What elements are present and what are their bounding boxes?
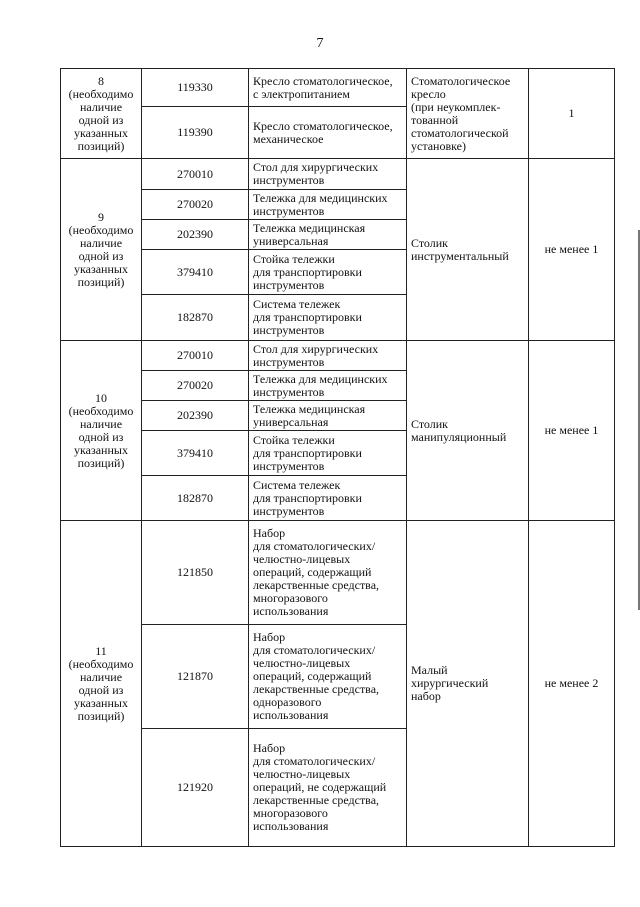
quantity-cell: не менее 2	[529, 521, 615, 847]
code-cell: 270020	[142, 190, 249, 220]
quantity-cell: не менее 1	[529, 159, 615, 341]
requirement-cell: Малый хирургический набор	[407, 521, 529, 847]
table-row	[61, 521, 615, 625]
name-cell: Стол для хирургических инструментов	[249, 159, 407, 190]
code-cell: 119390	[142, 107, 249, 159]
code-cell: 379410	[142, 431, 249, 476]
quantity-cell: не менее 1	[529, 341, 615, 521]
table-row	[61, 69, 615, 107]
position-number: 11 (необходимо наличие одной из указанных позиций)	[68, 643, 134, 723]
table-row	[61, 159, 615, 190]
name-cell: Стойка тележки для транспортировки инструментов	[249, 250, 407, 295]
position-cell	[61, 341, 142, 521]
equipment-table	[60, 68, 615, 847]
name-cell: Тележка медицинская универсальная	[249, 401, 407, 431]
position-cell	[61, 159, 142, 341]
name-cell: Набор для стоматологических/ челюстно-лицевых операций, не содержащий лекарственные средства, многоразового использования	[249, 729, 407, 847]
position-cell	[61, 521, 142, 847]
requirement-cell: Столик манипуляционный	[407, 341, 529, 521]
name-cell: Тележка для медицинских инструментов	[249, 371, 407, 401]
code-cell: 202390	[142, 220, 249, 250]
name-cell: Тележка медицинская универсальная	[249, 220, 407, 250]
position-cell	[61, 69, 142, 159]
page-number: 7	[316, 36, 324, 51]
table-row	[61, 341, 615, 371]
name-cell: Стойка тележки для транспортировки инструментов	[249, 431, 407, 476]
quantity-cell: 1	[529, 69, 615, 159]
position-number: 9 (необходимо наличие одной из указанных позиций)	[68, 209, 134, 289]
code-cell: 202390	[142, 401, 249, 431]
name-cell: Система тележек для транспортировки инструментов	[249, 295, 407, 341]
name-cell: Набор для стоматологических/ челюстно-лицевых операций, содержащий лекарственные средства, одноразового использования	[249, 625, 407, 729]
code-cell: 121850	[142, 521, 249, 625]
code-cell: 182870	[142, 295, 249, 341]
position-number: 10 (необходимо наличие одной из указанных позиций)	[68, 390, 134, 470]
requirement-cell: Столик инструментальный	[407, 159, 529, 341]
code-cell: 121920	[142, 729, 249, 847]
code-cell: 182870	[142, 476, 249, 521]
name-cell: Система тележек для транспортировки инструментов	[249, 476, 407, 521]
code-cell: 379410	[142, 250, 249, 295]
code-cell: 119330	[142, 69, 249, 107]
requirement-cell: Стоматологическое кресло (при неукомплек- тованной стоматологической установке)	[407, 69, 529, 159]
name-cell: Тележка для медицинских инструментов	[249, 190, 407, 220]
code-cell: 270020	[142, 371, 249, 401]
code-cell: 270010	[142, 341, 249, 371]
code-cell: 270010	[142, 159, 249, 190]
code-cell: 121870	[142, 625, 249, 729]
name-cell: Стол для хирургических инструментов	[249, 341, 407, 371]
position-number: 8 (необходимо наличие одной из указанных позиций)	[68, 73, 134, 153]
name-cell: Кресло стоматологическое, с электропитанием	[249, 69, 407, 107]
name-cell: Кресло стоматологическое, механическое	[249, 107, 407, 159]
name-cell: Набор для стоматологических/ челюстно-лицевых операций, содержащий лекарственные средства, многоразового использования	[249, 521, 407, 625]
